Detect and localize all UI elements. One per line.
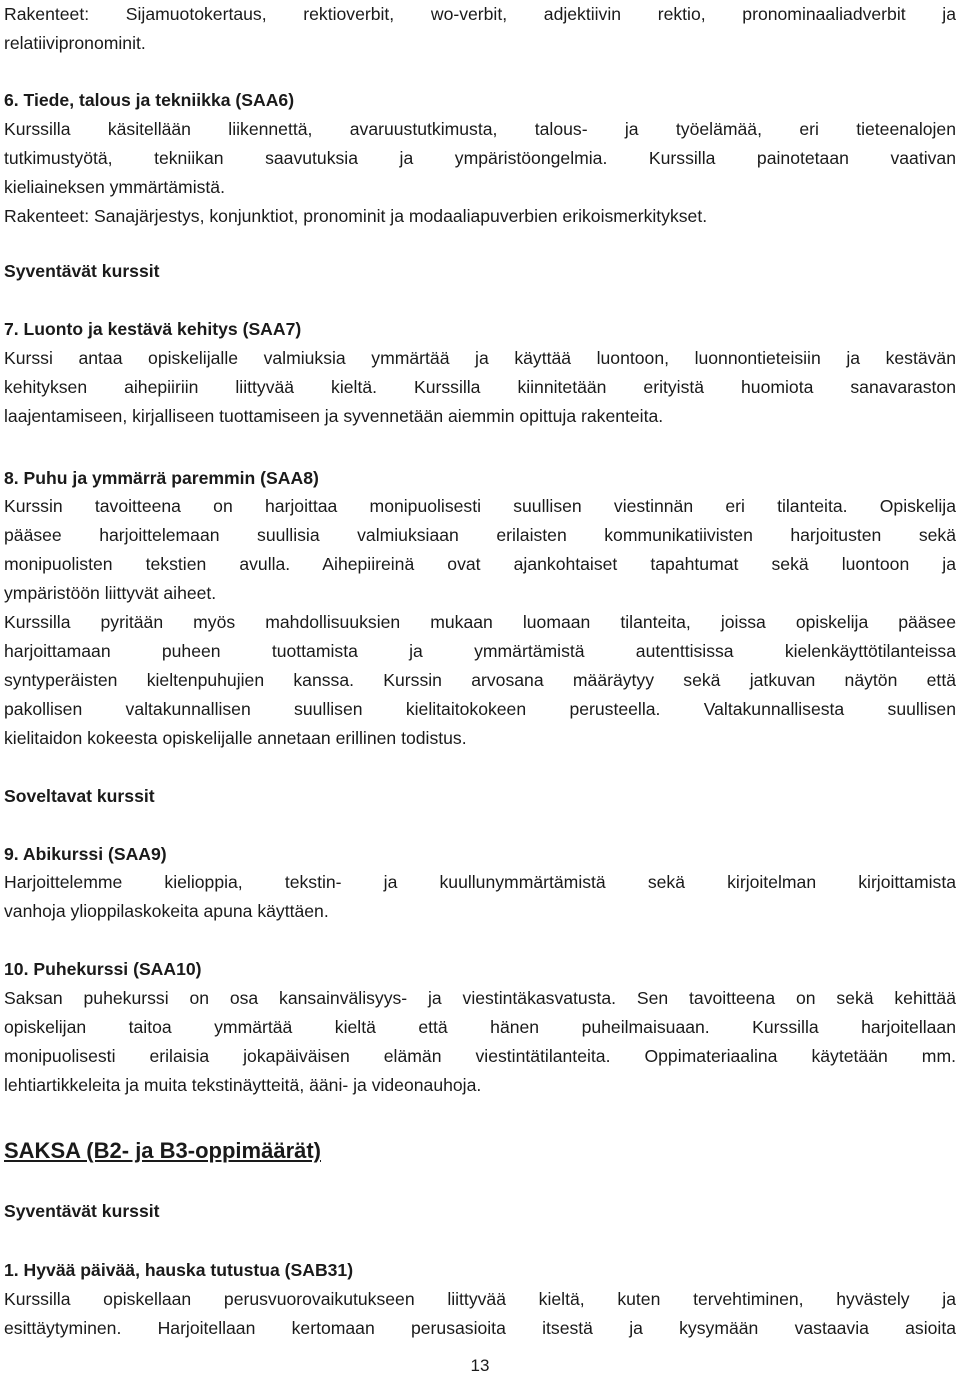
section-heading: 8. Puhu ja ymmärrä paremmin (SAA8) — [4, 468, 319, 488]
paragraph-line: ympäristöön liittyvät aiheet. — [4, 583, 217, 603]
paragraph-line: Harjoittelemme kielioppia, tekstin- ja kuullunymmärtämistä sekä kirjoitelman kirjoittamista — [4, 872, 956, 892]
paragraph-line: lehtiartikkeleita ja muita tekstinäytteitä, ääni- ja videonauhoja. — [4, 1075, 482, 1095]
paragraph-line: syntyperäisten kieltenpuhujien kanssa. Kurssin arvosana määräytyy sekä jatkuvan näytön että — [4, 670, 956, 690]
paragraph-line: opiskelijan taitoa ymmärtää kieltä että hänen puheilmaisuaan. Kurssilla harjoitellaan — [4, 1017, 956, 1037]
paragraph-line: monipuolisten tekstien avulla. Aihepiireinä ovat ajankohtaiset tapahtumat sekä luontoon ja — [4, 554, 956, 574]
paragraph-line: harjoittamaan puheen tuottamista ja ymmärtämistä autenttisissa kielenkäyttötilanteissa — [4, 641, 956, 661]
paragraph-line: monipuolisesti erilaisia jokapäiväisen elämän viestintätilanteita. Oppimateriaalina käytetään mm. — [4, 1046, 956, 1066]
paragraph — [4, 0, 956, 58]
paragraph-line: Kurssin tavoitteena on harjoittaa monipuolisesti suullisen viestinnän eri tilanteita. Opiskelija — [4, 496, 956, 516]
section-heading: Soveltavat kurssit — [4, 786, 155, 806]
paragraph-line: Kurssilla käsitellään liikennettä, avaruustutkimusta, talous- ja työelämää, eri tieteenalojen — [4, 119, 956, 139]
paragraph-line: kielitaidon kokeesta opiskelijalle annetaan erillinen todistus. — [4, 728, 467, 748]
paragraph — [4, 984, 956, 1100]
paragraph-line: laajentamiseen, kirjalliseen tuottamiseen ja syvennetään aiemmin opittuja rakenteita. — [4, 406, 664, 426]
paragraph-line: Rakenteet: Sanajärjestys, konjunktiot, pronominit ja modaaliapuverbien erikoismerkitykset. — [4, 206, 708, 226]
paragraph-line: esittäytyminen. Harjoitellaan kertomaan perusasioita itsestä ja kysymään vastaavia asioita — [4, 1318, 956, 1338]
section-heading: 1. Hyvää päivää, hauska tutustua (SAB31) — [4, 1260, 354, 1280]
section-heading: Syventävät kurssit — [4, 1201, 160, 1221]
paragraph-line: pakollisen valtakunnallisen suullisen kielitaitokokeen perusteella. Valtakunnallisesta suullisen — [4, 699, 956, 719]
section-heading: 10. Puhekurssi (SAA10) — [4, 959, 202, 979]
page-number: 13 — [470, 1356, 490, 1375]
paragraph — [4, 868, 956, 926]
paragraph-line: Kurssilla pyritään myös mahdollisuuksien mukaan luomaan tilanteita, joissa opiskelija pääsee — [4, 612, 956, 632]
paragraph-line: Kurssilla opiskellaan perusvuorovaikutukseen liittyvää kieltä, kuten tervehtiminen, hyvästely ja — [4, 1289, 956, 1309]
section-heading: Syventävät kurssit — [4, 261, 160, 281]
section-heading: 6. Tiede, talous ja tekniikka (SAA6) — [4, 90, 295, 110]
paragraph-line: Kurssi antaa opiskelijalle valmiuksia ymmärtää ja käyttää luontoon, luonnontieteisiin ja kestävän — [4, 348, 956, 368]
paragraph — [4, 492, 956, 753]
paragraph-line: relatiivipronominit. — [4, 33, 146, 53]
paragraph-line: kehityksen aihepiiriin liittyvää kieltä. Kurssilla kiinnitetään erityistä huomiota sanavaraston — [4, 377, 956, 397]
paragraph-line: vanhoja ylioppilaskokeita apuna käyttäen. — [4, 901, 329, 921]
paragraph — [4, 115, 956, 231]
paragraph — [4, 344, 956, 431]
paragraph-line: Saksan puhekurssi on osa kansainvälisyys- ja viestintäkasvatusta. Sen tavoitteena on sekä kehittää — [4, 988, 956, 1008]
section-title: SAKSA (B2- ja B3-oppimäärät) — [4, 1138, 322, 1163]
paragraph-line: Rakenteet: Sijamuotokertaus, rektioverbit, wo-verbit, adjektiivin rektio, pronominaaliadverbit ja — [4, 4, 956, 24]
paragraph — [4, 1285, 956, 1343]
section-heading: 7. Luonto ja kestävä kehitys (SAA7) — [4, 319, 302, 339]
paragraph-line: pääsee harjoittelemaan suullisia valmiuksiaan erilaisten kommunikatiivisten harjoitusten sekä — [4, 525, 956, 545]
paragraph-line: kieliaineksen ymmärtämistä. — [4, 177, 225, 197]
section-heading: 9. Abikurssi (SAA9) — [4, 844, 167, 864]
paragraph-line: tutkimustyötä, tekniikan saavutuksia ja ympäristöongelmia. Kurssilla painotetaan vaativan — [4, 148, 956, 168]
